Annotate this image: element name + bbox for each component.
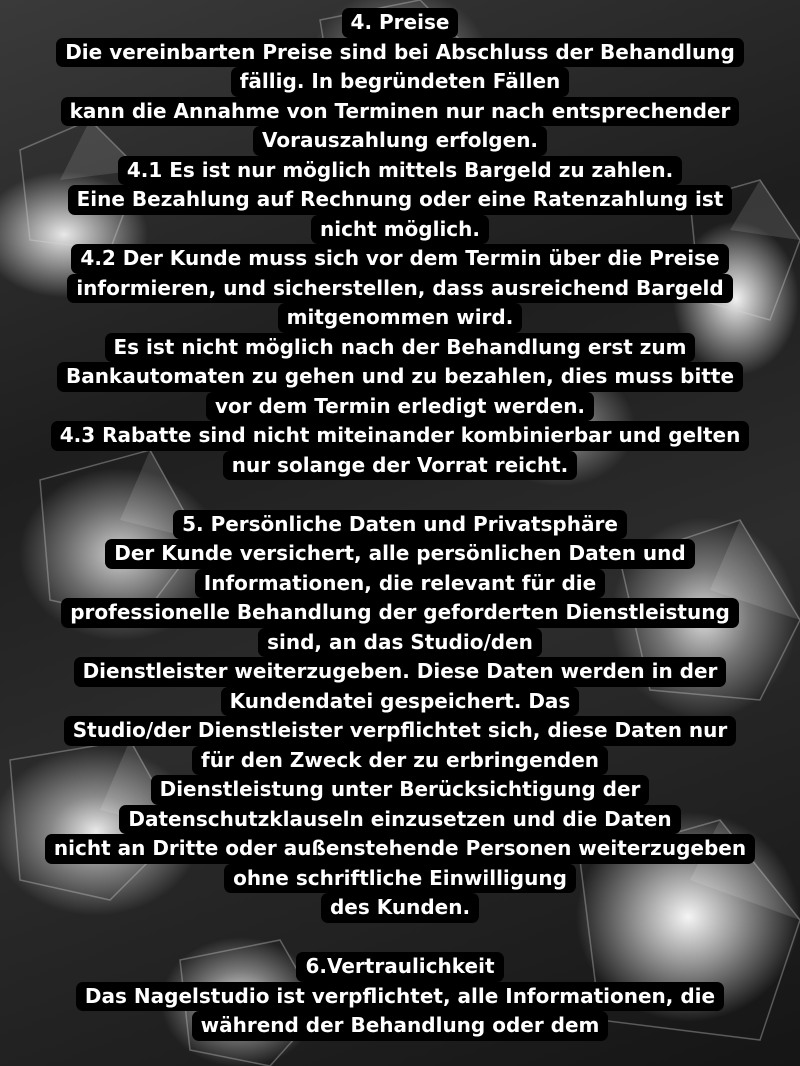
text-line: informieren, und sicherstellen, dass ausreichend Bargeld	[67, 274, 732, 304]
text-line: Der Kunde versichert, alle persönlichen Daten und	[105, 539, 694, 569]
text-line: Dienstleistung unter Berücksichtigung der	[151, 775, 650, 805]
text-line: ohne schriftliche Einwilligung	[224, 864, 576, 894]
text-line: mitgenommen wird.	[278, 303, 523, 333]
text-line: nicht an Dritte oder außenstehende Personen weiterzugeben	[45, 834, 755, 864]
text-line: 4. Preise	[342, 8, 459, 38]
text-line: Die vereinbarten Preise sind bei Abschluss der Behandlung	[56, 38, 744, 68]
text-line: Es ist nicht möglich nach der Behandlung erst zum	[105, 333, 696, 363]
text-line: nur solange der Vorrat reicht.	[223, 451, 578, 481]
text-line: 4.2 Der Kunde muss sich vor dem Termin über die Preise	[71, 244, 728, 274]
text-line: Kundendatei gespeichert. Das	[221, 687, 580, 717]
text-line: für den Zweck der zu erbringenden	[192, 746, 608, 776]
text-line: 4.1 Es ist nur möglich mittels Bargeld zu zahlen.	[118, 156, 682, 186]
text-line: Eine Bezahlung auf Rechnung oder eine Ratenzahlung ist	[68, 185, 733, 215]
text-line: kann die Annahme von Terminen nur nach entsprechender	[61, 97, 740, 127]
text-line: vor dem Termin erledigt werden.	[206, 392, 594, 422]
text-line: fällig. In begründeten Fällen	[231, 67, 570, 97]
text-line: Informationen, die relevant für die	[195, 569, 605, 599]
text-line: nicht möglich.	[311, 215, 489, 245]
text-line: des Kunden.	[321, 893, 479, 923]
text-line: Studio/der Dienstleister verpflichtet sich, diese Daten nur	[64, 716, 737, 746]
section-heading: 6.Vertraulichkeit	[296, 952, 503, 982]
text-line: 4.3 Rabatte sind nicht miteinander kombinierbar und gelten	[51, 421, 750, 451]
text-line: Datenschutzklauseln einzusetzen und die Daten	[119, 805, 680, 835]
text-line: Das Nagelstudio ist verpflichtet, alle Informationen, die	[76, 982, 724, 1012]
text-line: sind, an das Studio/den	[258, 628, 542, 658]
text-line: Bankautomaten zu gehen und zu bezahlen, dies muss bitte	[57, 362, 743, 392]
text-line: während der Behandlung oder dem	[192, 1011, 609, 1041]
text-line: professionelle Behandlung der geforderten Dienstleistung	[61, 598, 739, 628]
story-text-overlay	[0, 8, 800, 1041]
section-heading: 5. Persönliche Daten und Privatsphäre	[173, 510, 627, 540]
text-line: Vorauszahlung erfolgen.	[253, 126, 547, 156]
text-line: Dienstleister weiterzugeben. Diese Daten werden in der	[74, 657, 727, 687]
